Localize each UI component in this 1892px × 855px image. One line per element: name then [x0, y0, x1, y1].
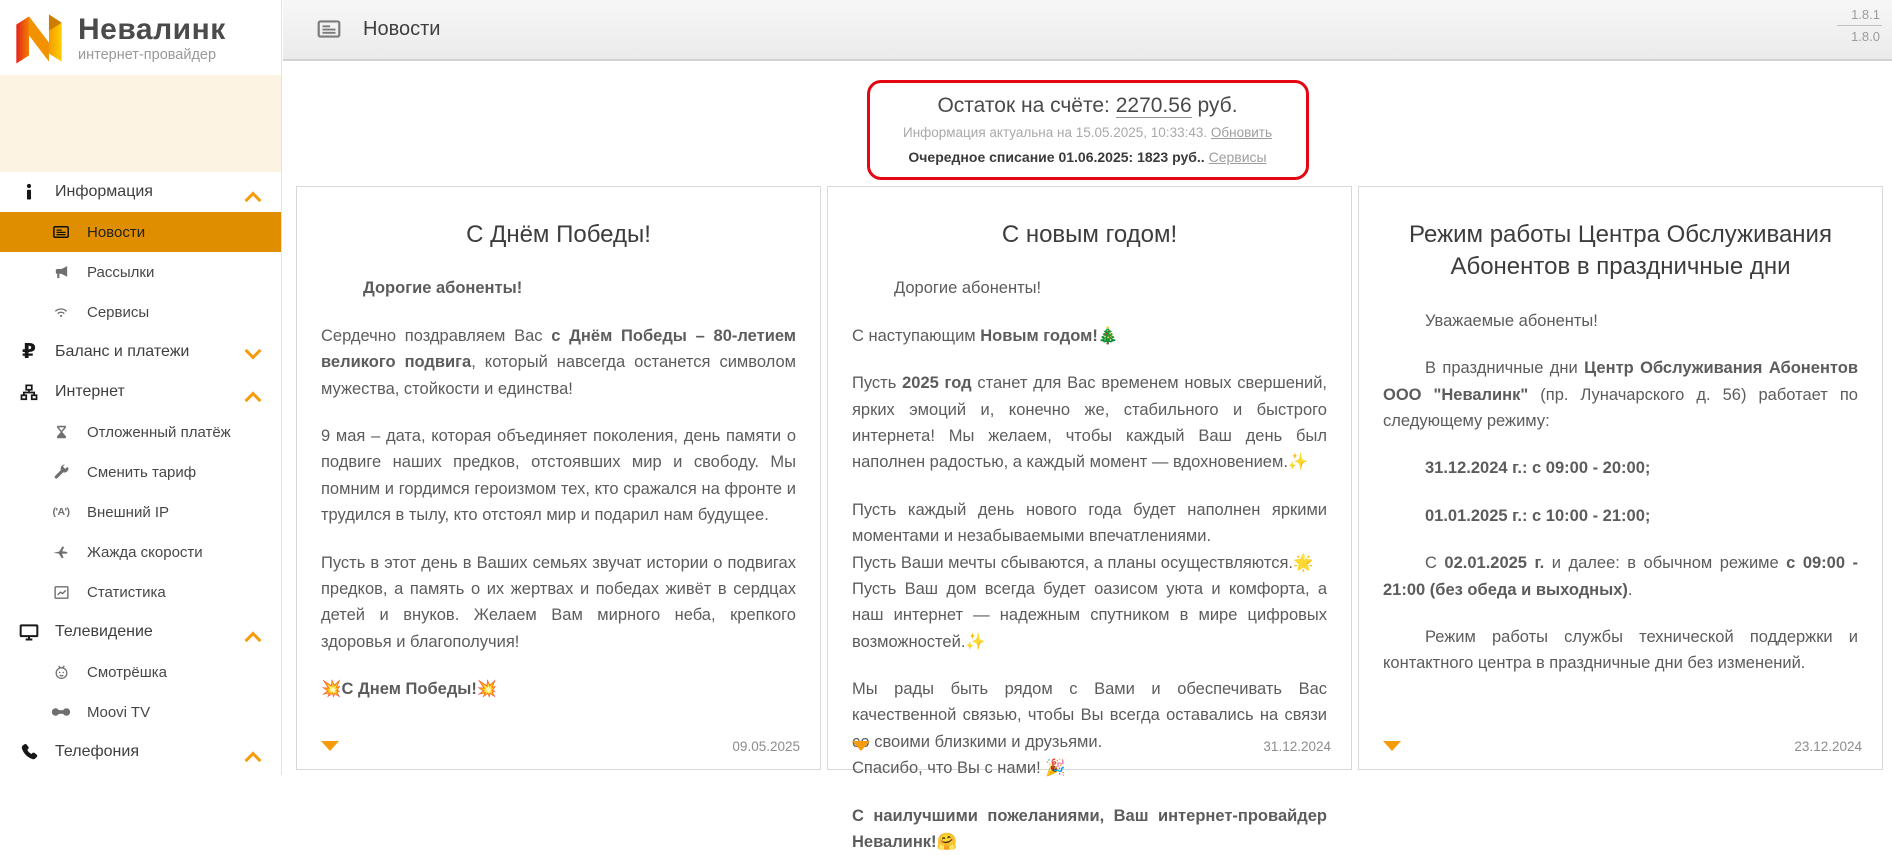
version-secondary: 1.8.0: [1851, 29, 1880, 44]
news-paragraph: С наступающим Новым годом!🎄: [852, 326, 1119, 345]
news-card-title: С Днём Победы!: [466, 221, 651, 248]
news-icon: [48, 220, 74, 244]
news-icon: [315, 16, 343, 42]
news-paragraph: Пусть 2025 год станет для Вас временем новых свершений, ярких эмоций и, конечно же, стабильного и быстрого интернета! Мы желаем, чтобы каждый Ваш день был наполнен радостью, а каждый момент — вдохновением.✨: [852, 374, 1328, 472]
top-header: [283, 0, 1892, 61]
sidebar-item-label: Рассылки: [87, 263, 155, 281]
services-link[interactable]: Сервисы: [1208, 149, 1267, 165]
sidebar-item-televidenie[interactable]: [0, 612, 281, 652]
news-paragraph: Уважаемые абоненты!: [1425, 311, 1598, 330]
sidebar-item-otlozhennyj-platezh[interactable]: [0, 412, 281, 452]
sidebar-item-label: Телевидение: [55, 623, 153, 640]
balance-updated-text: Информация актуальна на 15.05.2025, 10:33:43.: [902, 125, 1208, 140]
sidebar-item-label: Новости: [87, 223, 146, 241]
ruble-icon: ₽: [22, 341, 36, 363]
chevron-down-icon: [246, 352, 261, 367]
news-card-victory-day: [296, 186, 821, 770]
sidebar-item-label: Смотрёшка: [87, 663, 167, 681]
news-paragraph: 9 мая – дата, которая объединяет поколения, день памяти о подвиге наших предков, отстоявших мир и свободу. Мы помним и гордимся героизмом тех, кто сражался на фронте и трудился в тылу, кто отстоял мир и подарил нам будущее.: [321, 426, 796, 525]
sidebar-item-label: Сменить тариф: [87, 463, 197, 481]
news-card-service-center-schedule: [1358, 186, 1883, 770]
info-icon: [16, 180, 42, 204]
phone-icon: [16, 740, 42, 764]
version-primary: 1.8.1: [1837, 7, 1882, 26]
news-paragraph: В праздничные дни Центр Обслуживания Абонентов ООО "Невалинк" (пр. Луначарского д. 56) работает по следующему режиму:: [1383, 359, 1858, 430]
sidebar-item-smotreshka[interactable]: [0, 652, 281, 692]
sidebar-item-label: Moovi TV: [87, 703, 151, 721]
sidebar-item-smenit-tarif[interactable]: [0, 452, 281, 492]
news-paragraph: Пусть в этот день в Ваших семьях звучат истории о подвигах предков, а память о их жертвах и победах живёт в сердцах детей и внуков. Желаем Вам мирного неба, крепкого здоровья и благополучия!: [321, 553, 796, 651]
news-paragraph: 01.01.2025 г.: с 10:00 - 21:00;: [1425, 506, 1651, 525]
news-card-date: 31.12.2024: [1263, 739, 1331, 754]
sidebar-item-label: Внешний IP: [87, 503, 170, 521]
balance-box: [867, 80, 1309, 180]
refresh-link[interactable]: Обновить: [1210, 125, 1273, 140]
sidebar-item-moovi-tv[interactable]: [0, 692, 281, 732]
sidebar-item-label: Жажда скорости: [87, 543, 203, 561]
balance-label: Остаток на счёте:: [937, 94, 1110, 117]
sidebar-item-label: Статистика: [87, 583, 166, 601]
sidebar-item-label: Телефония: [55, 743, 139, 760]
antenna-icon: ('A'): [52, 506, 70, 518]
collapse-triangle-icon[interactable]: [321, 741, 339, 751]
news-card-date: 09.05.2025: [732, 739, 800, 754]
sidebar-item-telefoniya[interactable]: [0, 732, 281, 772]
news-paragraph: Сердечно поздравляем Вас с Днём Победы – 80-летием великого подвига, который навсегда останется символом мужества, стойкости и единства!: [321, 326, 797, 398]
sidebar-item-zhazhda-skorosti[interactable]: [0, 532, 281, 572]
balance-line: [888, 94, 1288, 118]
sidebar-item-statistika[interactable]: [0, 572, 281, 612]
news-card-title: С новым годом!: [1001, 221, 1178, 248]
wrench-icon: [48, 460, 74, 484]
news-paragraph: Дорогие абоненты!: [363, 279, 523, 298]
brand-tagline: интернет-провайдер: [78, 46, 217, 63]
chevron-up-icon: [246, 392, 261, 407]
next-charge-text: Очередное списание 01.06.2025: 1823 руб..: [908, 149, 1205, 165]
sidebar-item-informatsiya[interactable]: [0, 172, 281, 212]
sidebar-item-label: Информация: [55, 183, 153, 200]
sidebar-item-vneshnij-ip[interactable]: [0, 492, 281, 532]
news-paragraph: 31.12.2024 г.: с 09:00 - 20:00;: [1425, 459, 1651, 478]
collapse-triangle-icon[interactable]: [1383, 741, 1401, 751]
news-paragraph: Дорогие абоненты!: [894, 279, 1042, 298]
news-card-title: Режим работы Центра Обслуживания Абонентов в праздничные дни: [1409, 221, 1832, 281]
collapse-triangle-icon[interactable]: [852, 741, 870, 751]
smotreshka-icon: [48, 660, 74, 684]
sidebar-item-rassylki[interactable]: [0, 252, 281, 292]
main-content: [283, 63, 1892, 852]
balance-updated-line: [888, 125, 1288, 140]
sidebar-item-label: Интернет: [55, 383, 125, 400]
version-info: [1837, 7, 1882, 44]
news-paragraph: Режим работы службы технической поддержки и контактного центра в праздничные дни без изменений.: [1383, 627, 1858, 673]
balance-amount-link[interactable]: 2270.56: [1115, 94, 1192, 117]
nevalink-n-logo-icon: [10, 10, 68, 68]
megaphone-icon: [48, 260, 74, 284]
tv-icon: [16, 620, 42, 644]
sidebar-accent-strip: [0, 75, 281, 172]
page-title: Новости: [363, 18, 441, 40]
hourglass-icon: [48, 420, 74, 444]
sidebar-item-label: Отложенный платёж: [87, 423, 231, 441]
news-cards: [283, 186, 1892, 852]
sidebar-item-novosti[interactable]: [0, 212, 281, 252]
sidebar: [0, 0, 282, 775]
news-paragraph: 💥С Днем Победы!💥: [321, 680, 498, 699]
moovi-icon: [48, 700, 74, 724]
wifi-icon: [48, 300, 74, 324]
sidebar-menu: [0, 172, 281, 772]
sidebar-item-label: Баланс и платежи: [55, 343, 190, 360]
news-card-date: 23.12.2024: [1794, 739, 1862, 754]
news-paragraph: Мы рады быть рядом с Вами и обеспечивать Вас качественной связью, чтобы Вы всегда оставались на связи со своими близкими и друзьями. Спасибо, что Вы с нами! 🎉: [852, 680, 1327, 778]
sidebar-item-internet[interactable]: [0, 372, 281, 412]
chevron-up-icon: [246, 192, 261, 207]
chevron-up-icon: [246, 632, 261, 647]
chart-icon: [48, 580, 74, 604]
sidebar-item-balans-i-platezhi[interactable]: [0, 332, 281, 372]
sidebar-item-servisy[interactable]: [0, 292, 281, 332]
news-paragraph: С наилучшими пожеланиями, Ваш интернет-провайдер Невалинк!🤗: [852, 806, 1327, 852]
next-charge-line: [888, 149, 1288, 165]
chevron-up-icon: [246, 752, 261, 767]
brand-logo[interactable]: [0, 0, 281, 75]
brand-name: Невалинк: [78, 13, 226, 47]
sidebar-item-label: Сервисы: [87, 303, 150, 321]
balance-currency: руб.: [1197, 94, 1238, 117]
plane-icon: [48, 540, 74, 564]
news-paragraph: Пусть каждый день нового года будет наполнен яркими моментами и незабываемыми впечатлениями. Пусть Ваши мечты сбываются, а планы осуществляются.🌟 Пусть Ваш дом всегда будет оазисом уюта и комфорта, а наш интернет — надежным спутником в мире цифровых возможностей.✨: [852, 500, 1327, 651]
news-paragraph: С 02.01.2025 г. и далее: в обычном режиме с 09:00 - 21:00 (без обеда и выходных).: [1383, 554, 1859, 599]
network-icon: [16, 380, 42, 404]
news-card-new-year: [827, 186, 1352, 852]
